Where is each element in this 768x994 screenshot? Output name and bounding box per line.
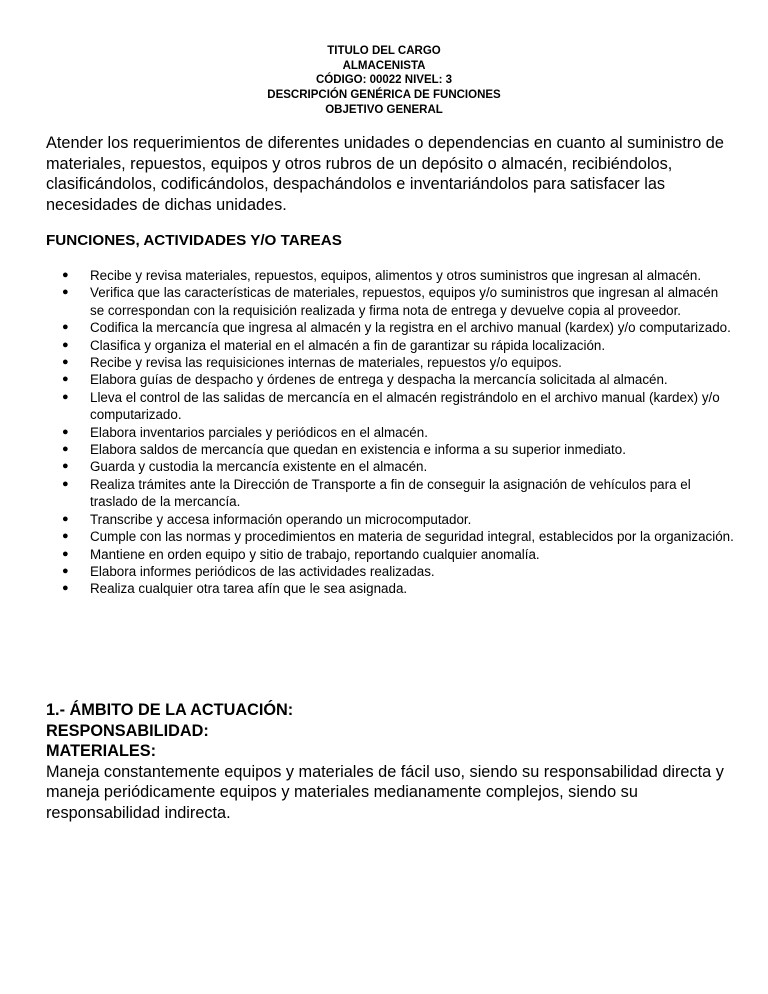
task-text: Elabora guías de despacho y órdenes de entrega y despacha la mercancía solicitada al almacén. [90,372,668,388]
task-list-item [46,511,736,528]
materials-heading: MATERIALES: [46,742,157,760]
task-text: Transcribe y accesa información operando un microcomputador. [90,511,472,527]
task-text: Elabora inventarios parciales y periódicos en el almacén. [90,424,428,440]
task-text: Lleva el control de las salidas de mercancía en el almacén registrándolo en el archivo manual (kardex) y/o computarizado. [90,389,720,423]
task-list-item [46,424,736,441]
bullet-icon: ● [62,582,69,595]
bullet-icon: ● [62,477,69,490]
bullet-icon: ● [62,547,69,560]
task-list-item [46,546,736,563]
task-list-item [46,476,736,511]
task-text: Codifica la mercancía que ingresa al almacén y la registra en el archivo manual (kardex) y/o computarizado. [90,320,731,336]
job-title-label: TITULO DEL CARGO [327,45,441,57]
task-list-item [46,580,736,597]
task-text: Elabora saldos de mercancía que quedan en existencia e informa a su superior inmediato. [90,442,626,458]
bullet-icon: ● [62,530,69,543]
task-list-item [46,354,736,371]
task-list-item [46,319,736,336]
materials-text: Maneja constantemente equipos y materiales de fácil uso, siendo su responsabilidad directa y maneja periódicamente equipos y materiales medianamente complejos, siendo su responsabilidad indirecta. [46,762,724,822]
task-list-item [46,563,736,580]
task-list-item [46,284,736,319]
bullet-icon: ● [62,564,69,577]
task-list-item [46,267,736,284]
task-text: Cumple con las normas y procedimientos en materia de seguridad integral, establecidos por la organización. [90,529,734,545]
task-list [46,267,736,598]
bullet-icon: ● [62,373,69,386]
bullet-icon: ● [62,286,69,299]
bullet-icon: ● [62,321,69,334]
bullet-icon: ● [62,443,69,456]
bullet-icon: ● [62,356,69,369]
task-list-item [46,458,736,475]
task-text: Elabora informes periódicos de las actividades realizadas. [90,563,435,579]
task-text: Mantiene en orden equipo y sitio de trabajo, reportando cualquier anomalía. [90,546,540,562]
description-heading: DESCRIPCIÓN GENÉRICA DE FUNCIONES [267,89,501,102]
bullet-icon: ● [62,425,69,438]
responsibility-heading: RESPONSABILIDAD: [46,721,209,740]
task-text: Recibe y revisa las requisiciones internas de materiales, repuestos y/o equipos. [90,355,562,371]
task-text: Guarda y custodia la mercancía existente en el almacén. [90,459,428,475]
task-text: Realiza cualquier otra tarea afín que le sea asignada. [90,581,408,597]
task-text: Verifica que las características de materiales, repuestos, equipos y/o suministros que ingresan al almacén se correspondan con la requisición realizada y firma nota de entrega y devuelve copia al proveedor. [90,285,719,318]
bullet-icon: ● [62,390,69,403]
bullet-icon: ● [62,512,69,525]
task-text: Clasifica y organiza el material en el almacén a fin de garantizar su rápida localización. [90,337,606,353]
scope-section [46,700,736,823]
job-code-level: CÓDIGO: 00022 NIVEL: 3 [315,74,453,87]
task-list-item [46,337,736,354]
task-list-item [46,528,736,545]
job-title: ALMACENISTA [342,59,426,72]
task-list-item [46,389,736,424]
functions-heading: FUNCIONES, ACTIVIDADES Y/O TAREAS [46,232,342,249]
scope-heading: 1.- ÁMBITO DE LA ACTUACIÓN: [46,701,294,719]
objective-text: Atender los requerimientos de diferentes unidades o dependencias en cuanto al suministro de materiales, repuestos, equipos y otros rubros de un depósito o almacén, recibiéndolos, clasificándolos, codificándolos, despachándolos e inventariándolos para satisfacer las necesidades de dichas unidades. [46,134,724,214]
task-text: Realiza trámites ante la Dirección de Transporte a fin de conseguir la asignación de vehículos para el traslado de la mercancía. [90,476,691,510]
bullet-icon: ● [62,269,69,281]
objective-heading: OBJETIVO GENERAL [325,103,443,116]
task-list-item [46,441,736,458]
task-text: Recibe y revisa materiales, repuestos, equipos, alimentos y otros suministros que ingresan al almacén. [90,268,702,283]
task-list-item [46,371,736,388]
bullet-icon: ● [62,460,69,473]
document-header [0,44,768,118]
bullet-icon: ● [62,338,69,351]
